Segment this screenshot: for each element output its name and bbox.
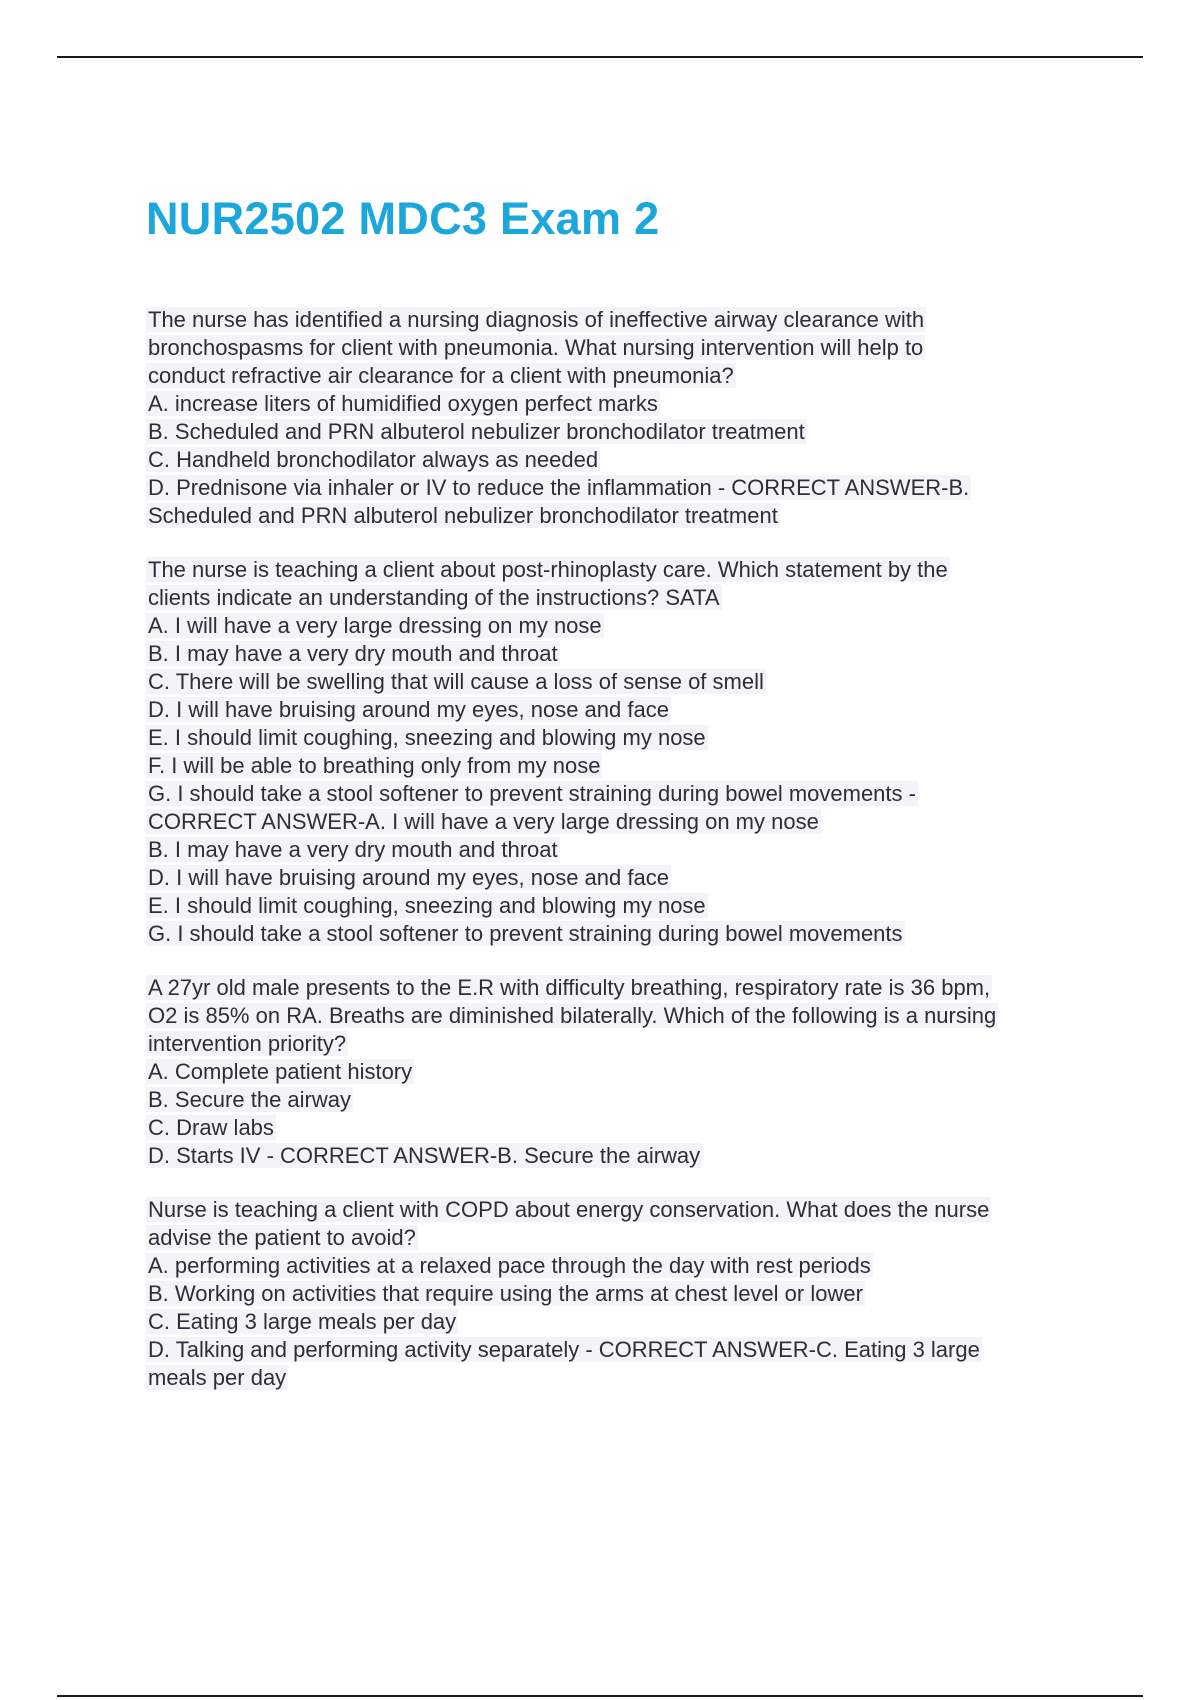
question-block-3 [146,974,1086,1170]
question-block-2 [146,556,1086,948]
text-line: O2 is 85% on RA. Breaths are diminished bilaterally. Which of the following is a nursing [148,1003,997,1028]
text-line: A. I will have a very large dressing on my nose [148,613,602,638]
text-line: A 27yr old male presents to the E.R with difficulty breathing, respiratory rate is 36 bpm, [148,975,991,1000]
question-block-4 [146,1196,1086,1392]
text-line: D. Prednisone via inhaler or IV to reduce the inflammation - CORRECT ANSWER-B. [148,475,970,500]
text-line: G. I should take a stool softener to prevent straining during bowel movements - [148,781,916,806]
text-line: D. I will have bruising around my eyes, nose and face [148,865,669,890]
text-line: D. Starts IV - CORRECT ANSWER-B. Secure the airway [148,1143,701,1168]
text-line: B. I may have a very dry mouth and throat [148,837,558,862]
text-line: Scheduled and PRN albuterol nebulizer bronchodilator treatment [148,503,778,528]
text-line: A. increase liters of humidified oxygen perfect marks [148,391,658,416]
text-line: Nurse is teaching a client with COPD about energy conservation. What does the nurse [148,1197,990,1222]
text-line: bronchospasms for client with pneumonia. What nursing intervention will help to [148,335,924,360]
text-line: C. There will be swelling that will cause a loss of sense of smell [148,669,764,694]
text-line: advise the patient to avoid? [148,1225,416,1250]
document-body [146,306,1086,1418]
text-line: F. I will be able to breathing only from my nose [148,753,601,778]
text-line: D. Talking and performing activity separately - CORRECT ANSWER-C. Eating 3 large [148,1337,980,1362]
page-title: NUR2502 MDC3 Exam 2 [146,193,660,244]
text-line: B. I may have a very dry mouth and throat [148,641,558,666]
text-line: meals per day [148,1365,287,1390]
text-line: B. Secure the airway [148,1087,351,1112]
question-block-1 [146,306,1086,530]
text-line: CORRECT ANSWER-A. I will have a very large dressing on my nose [148,809,819,834]
text-line: clients indicate an understanding of the instructions? SATA [148,585,720,610]
text-line: B. Scheduled and PRN albuterol nebulizer bronchodilator treatment [148,419,805,444]
text-line: C. Draw labs [148,1115,274,1140]
text-line: B. Working on activities that require using the arms at chest level or lower [148,1281,863,1306]
top-divider [57,56,1143,58]
text-line: A. Complete patient history [148,1059,413,1084]
text-line: G. I should take a stool softener to prevent straining during bowel movements [148,921,903,946]
text-line: E. I should limit coughing, sneezing and blowing my nose [148,725,706,750]
text-line: A. performing activities at a relaxed pace through the day with rest periods [148,1253,871,1278]
text-line: C. Handheld bronchodilator always as needed [148,447,599,472]
text-line: E. I should limit coughing, sneezing and blowing my nose [148,893,706,918]
text-line: intervention priority? [148,1031,347,1056]
text-line: D. I will have bruising around my eyes, nose and face [148,697,669,722]
bottom-divider [57,1695,1143,1697]
text-line: conduct refractive air clearance for a client with pneumonia? [148,363,734,388]
text-line: C. Eating 3 large meals per day [148,1309,457,1334]
text-line: The nurse has identified a nursing diagnosis of ineffective airway clearance with [148,307,925,332]
text-line: The nurse is teaching a client about post-rhinoplasty care. Which statement by the [148,557,948,582]
